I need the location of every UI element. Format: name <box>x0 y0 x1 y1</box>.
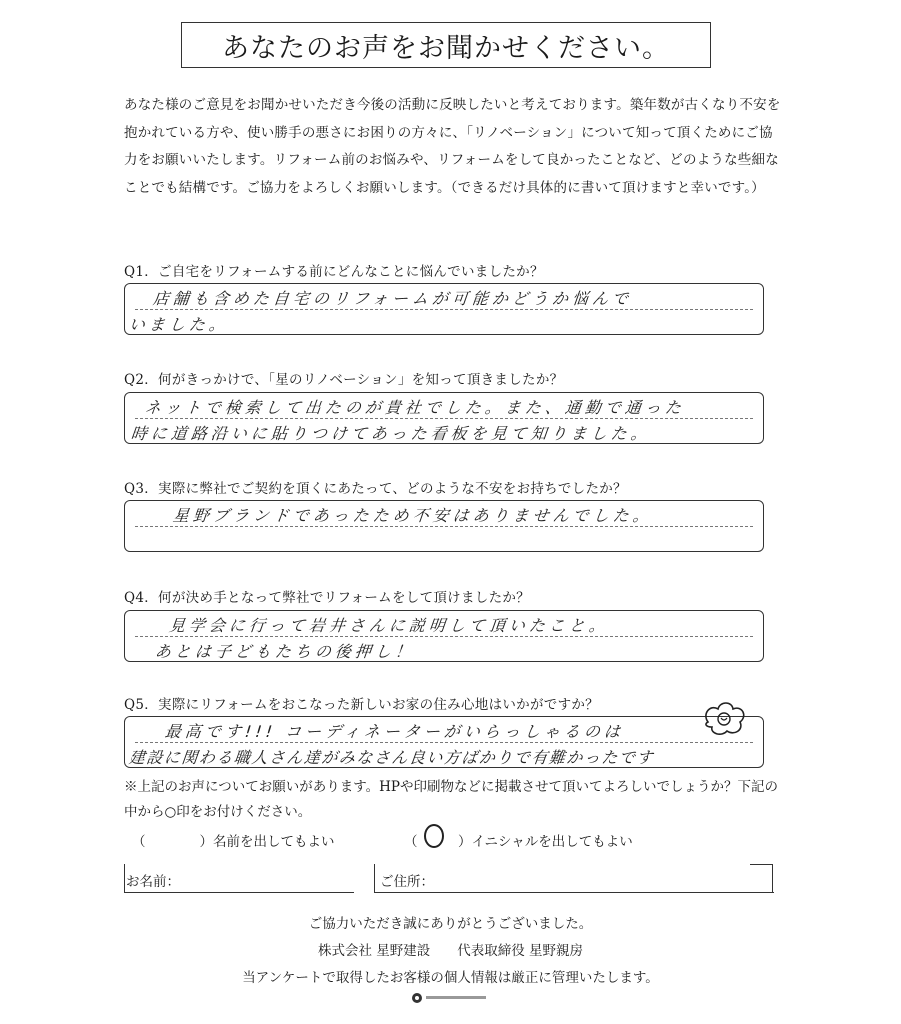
answer-box-5 <box>124 716 764 768</box>
logo-wordmark-icon <box>426 995 486 1001</box>
publication-note: ※上記のお声についてお願いがあります。HPや印刷物などに掲載させて頂いてよろしいでしょうか？下記の中から○印をお付けください。 <box>124 779 779 820</box>
name-label: お名前： <box>126 874 180 890</box>
answer-box-4 <box>124 610 764 662</box>
question-1: Q1．ご自宅をリフォームする前にどんなことに悩んでいましたか？ <box>124 264 544 280</box>
choice-name-label: 名前を出してもよい <box>213 834 335 850</box>
address-label: ご住所： <box>380 874 434 890</box>
answer-5-line-2: 建設に関わる職人さん達がみなさん良い方ばかりで有難かったです <box>127 748 655 767</box>
answer-1-line-2: いました。 <box>127 315 230 334</box>
answer-1-line-1: 店舗も含めた自宅のリフォームが可能かどうか悩んで <box>151 289 634 308</box>
footer-privacy: 当アンケートで取得したお客様の個人情報は厳正に管理いたします。 <box>242 970 659 986</box>
answer-box-2 <box>124 392 764 444</box>
answer-4-line-2: あとは子どもたちの後押し！ <box>153 642 416 661</box>
answer-5-line-1: 最高です!!! コーディネーターがいらっしゃるのは <box>163 722 625 741</box>
answer-4-line-1: 見学会に行って岩井さんに説明して頂いたこと。 <box>167 616 610 635</box>
choice-name: （ ）名前を出してもよい <box>132 834 335 850</box>
footer-company: 株式会社 星野建設 代表取締役 星野親房 <box>317 943 584 959</box>
answer-2-line-2: 時に道路沿いに貼りつけてあった看板を見て知りました。 <box>129 424 652 443</box>
choice-initial-label: イニシャルを出してもよい <box>471 834 633 850</box>
answer-box-3 <box>124 500 764 552</box>
answer-3-line-1: 星野ブランドであったため不安はありませんでした。 <box>171 506 654 525</box>
survey-title: あなたのお声をお聞かせください。 <box>181 22 711 68</box>
selected-circle-mark <box>424 824 444 848</box>
intro-text: あなた様のご意見をお聞かせいただき今後の活動に反映したいと考えております。築年数が古くなり不安を抱かれている方や、使い勝手の悪さにお困りの方々に、「リノベーション」について知って頂くためにご協力をお願いいたします。リフォーム前のお悩みや、リフォームをして良かったことなど、どのような些細なことでも結構です。ご協力をよろしくお願いします。（できるだけ具体的に書いて頂けますと幸いです。） <box>124 97 781 196</box>
answer-2-line-1: ネットで検索して出たのが貴社でした。また、通勤で通った <box>143 398 686 417</box>
answer-box-1 <box>124 283 764 335</box>
question-4: Q4．何が決め手となって弊社でリフォームをして頂けましたか？ <box>124 590 530 606</box>
choice-initial: （ ）イニシャルを出してもよい <box>404 834 633 850</box>
question-5: Q5．実際にリフォームをおこなった新しいお家の住み心地はいかがですか？ <box>124 697 599 713</box>
flower-doodle-icon <box>700 700 748 736</box>
question-3: Q3．実際に弊社でご契約を頂くにあたって、どのような不安をお持ちでしたか？ <box>124 481 627 497</box>
contact-fields <box>124 862 774 894</box>
logo-icon <box>412 993 422 1003</box>
question-2: Q2．何がきっかけで、「星のリノベーション」を知って頂きましたか？ <box>124 372 564 388</box>
company-logo <box>412 993 486 1003</box>
footer-thanks: ご協力いただき誠にありがとうございました。 <box>308 916 593 932</box>
